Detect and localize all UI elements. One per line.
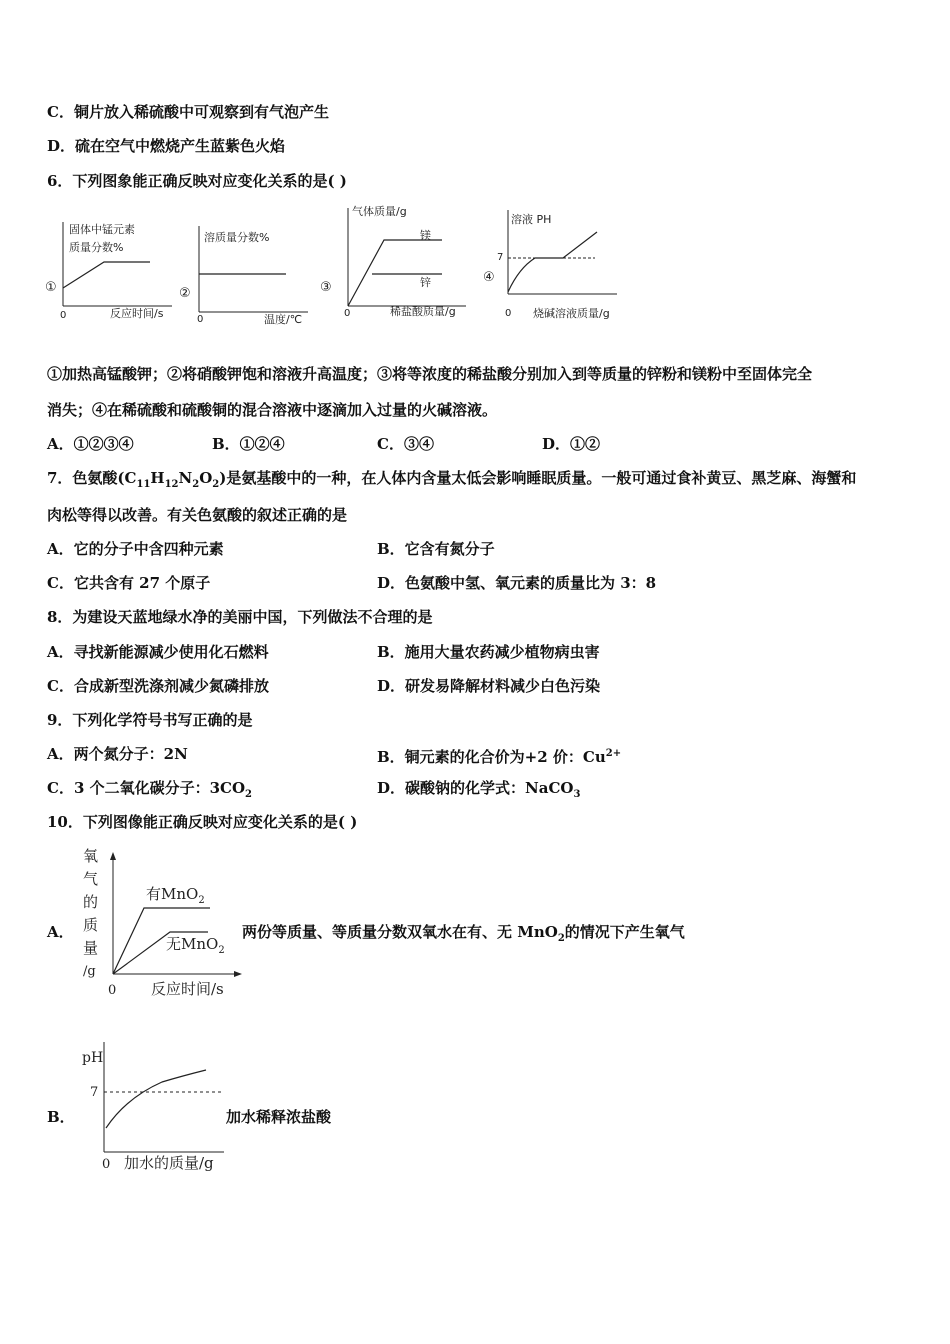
q6-graph-3-ylabel: 气体质量/g [352,205,407,218]
q10-graph-b-tick-7: 7 [90,1085,99,1100]
q6-graph-4-tick-7: 7 [497,252,504,263]
q6-graph-1-origin: 0 [60,310,67,321]
q6-graph-1-ylabel-1: 固体中锰元素 [69,223,135,236]
q10-option-a-text: 两份等质量、等质量分数双氧水在有、无 MnO$_2$的情况下产生氧气 [242,923,685,944]
q6-graph-1-ylabel-2: 质量分数% [69,241,124,254]
q8-option-c: C．合成新型洗涤剂减少氮磷排放 [47,677,269,695]
q6-graph-4-xlabel: 烧碱溶液质量/g [533,307,610,320]
q6-graph-2-xlabel: 温度/℃ [264,313,303,326]
q6-graph-2-ylabel: 溶质量分数% [204,231,270,244]
q6-graph-2-marker: ② [179,286,191,301]
q6-option-c: C．③④ [377,435,434,453]
q10-graph-a-xlabel: 反应时间/s [151,980,224,998]
q6-graph-3-series-mg: 镁 [420,229,431,242]
q8-option-a: A．寻找新能源减少使用化石燃料 [47,643,269,661]
q6-description-2: 消失；④在稀硫酸和硫酸铜的混合溶液中逐滴加入过量的火碱溶液。 [47,401,498,419]
q6-graph-2 [178,222,308,327]
q7-option-a: A．它的分子中含四种元素 [47,540,224,558]
q9-option-c: C．3 个二氧化碳分子：$3CO_2$ [47,779,253,800]
q8-option-b: B．施用大量农药减少植物病虫害 [377,643,600,661]
q10-option-b-text: 加水稀释浓盐酸 [226,1108,332,1126]
q10-graph-b-origin: 0 [102,1157,111,1172]
q9-option-b: B．铜元素的化合价为+2 价：$Cu^{2+}$ [377,748,622,766]
q7-option-c: C．它共含有 27 个原子 [47,574,211,592]
q6-graph-4-origin: 0 [505,308,512,319]
q5-option-c: C．铜片放入稀硫酸中可观察到有气泡产生 [47,103,329,121]
q6-graph-3-axes [320,202,470,322]
q6-graph-3-marker: ③ [320,280,332,295]
q6-option-d: D．①② [542,435,601,453]
q6-description-1: ①加热高锰酸钾；②将硝酸钾饱和溶液升高温度；③将等浓度的稀盐酸分别加入到等质量的锌粉和镁粉中至固体完全 [47,365,813,383]
q10-graph-a-ylabel-char-1: 氧 [83,847,99,865]
q10-graph-b-xlabel: 加水的质量/g [124,1154,214,1172]
q6-option-a: A．①②③④ [47,435,134,453]
q10-graph-a-yunit: /g [83,964,96,979]
q10-stem: 10．下列图像能正确反映对应变化关系的是( ) [47,813,358,831]
q8-stem: 8．为建设天蓝地绿水净的美丽中国，下列做法不合理的是 [47,608,433,626]
q6-graph-1 [44,218,174,323]
q7-option-b: B．它含有氮分子 [377,540,495,558]
q6-option-b: B．①②④ [212,435,285,453]
q6-graph-3 [320,202,470,322]
q8-option-d: D．研发易降解材料减少白色污染 [377,677,601,695]
q6-graph-1-xlabel: 反应时间/s [110,307,164,320]
q7-option-d: D．色氨酸中氢、氧元素的质量比为 3：8 [377,574,657,592]
q6-graph-4-ylabel: 溶液 PH [511,213,552,226]
q6-graph-3-xlabel: 稀盐酸质量/g [390,305,456,318]
q10-option-a-label: A． [47,923,74,941]
q10-graph-b-ylabel: pH [82,1050,104,1066]
q7-stem-1: 7．色氨酸$(C_{11}H_{12}N_2O_2)$是氨基酸中的一种，在人体内含量太低会影响睡眠质量。一般可通过食补黄豆、黑芝麻、海蟹和 [47,469,857,490]
q9-option-a: A．两个氮分子：2N [47,745,188,763]
q6-graph-3-origin: 0 [344,308,351,319]
q6-graph-2-origin: 0 [197,314,204,325]
q9-stem: 9．下列化学符号书写正确的是 [47,711,253,729]
q10-graph-a-series-with-mno2: 有MnO$_2$ [146,885,205,906]
q6-graph-3-series-zn: 锌 [420,276,431,289]
q6-stem: 6．下列图象能正确反映对应变化关系的是( ) [47,172,347,190]
q6-graph-4 [483,206,623,324]
q7-stem-2: 肉松等得以改善。有关色氨酸的叙述正确的是 [47,506,348,524]
q5-option-d: D．硫在空气中燃烧产生蓝紫色火焰 [47,137,286,155]
q10-graph-a-ylabel [83,848,103,983]
q6-graph-1-marker: ① [45,280,57,295]
q10-graph-b [78,1034,228,1174]
q10-graph-a-ylabel-char-3: 的 [83,893,99,911]
q6-graph-4-marker: ④ [483,270,495,285]
q10-graph-a-ylabel-char-2: 气 [83,870,99,888]
q10-option-b-label: B． [47,1108,75,1126]
q10-graph-a-origin: 0 [108,983,117,998]
q10-graph-a [78,846,243,1001]
q9-option-d: D．碳酸钠的化学式：NaCO$_3$ [377,779,581,800]
q10-graph-a-series-without-mno2: 无MnO$_2$ [166,935,225,956]
q10-graph-a-ylabel-char-4: 质 [83,916,99,934]
q10-graph-a-ylabel-char-5: 量 [83,939,99,957]
